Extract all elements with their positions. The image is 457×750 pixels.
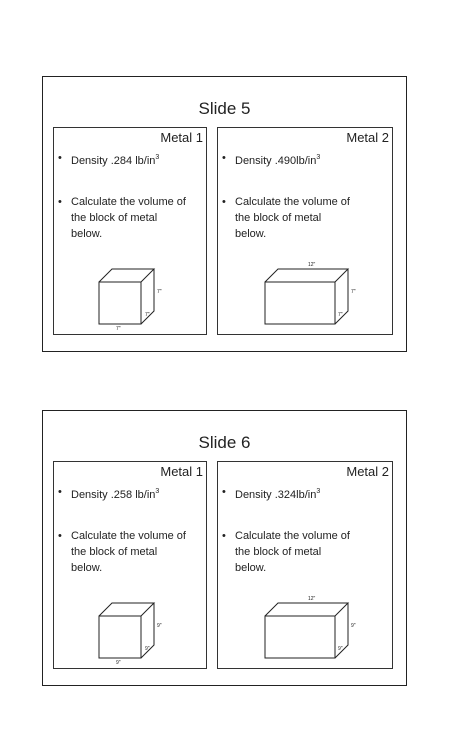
density-bullet [58,150,208,169]
cube-diagram [98,268,168,332]
density-bullet [222,150,372,169]
slide-5 [42,76,407,352]
density-label: Density [235,155,272,167]
bullet-icon: • [58,152,62,164]
panel-metal-1 [53,127,207,335]
depth-label: 7" [338,312,343,318]
depth-label: 9" [338,646,343,652]
calculate-bullet [58,528,188,576]
density-exponent: 3 [316,488,321,495]
calculate-text: Calculate the volume of the block of metal below. [235,196,350,240]
bullet-icon: • [222,486,226,498]
density-bullet [222,484,372,503]
density-exponent: 3 [155,488,160,495]
bullet-icon: • [222,152,226,164]
slide-6 [42,410,407,686]
metal-name: Metal 1 [160,464,203,479]
panel-metal-1 [53,461,207,669]
width-label: 7" [116,326,121,332]
density-bullet [58,484,208,503]
bullet-icon: • [58,196,62,208]
density-exponent: 3 [316,154,321,161]
bullet-icon: • [58,486,62,498]
slide-title: Slide 5 [198,99,251,118]
cube-front-face [99,616,141,658]
calculate-text: Calculate the volume of the block of metal below. [71,196,186,240]
height-label: 7" [351,289,356,295]
metal-name: Metal 1 [160,130,203,145]
depth-label: 7" [145,312,150,318]
cube-diagram [98,602,168,666]
calculate-text: Calculate the volume of the block of metal below. [71,530,186,574]
block-front-face [265,616,335,658]
depth-label: 9" [145,646,150,652]
top-length-label: 12" [308,596,316,602]
bullet-icon: • [222,196,226,208]
bullet-icon: • [58,530,62,542]
calculate-bullet [58,194,188,242]
height-label: 9" [157,623,162,629]
slide-title: Slide 6 [198,433,251,452]
block-top-face [265,603,348,616]
panel-metal-2 [217,127,393,335]
height-label: 9" [351,623,356,629]
rectangular-block-diagram [264,260,364,330]
density-value: .490lb/in [274,155,317,167]
block-front-face [265,282,335,324]
density-label: Density [71,155,108,167]
density-value: .284 lb/in [110,155,156,167]
height-label: 7" [157,289,162,295]
bullet-icon: • [222,530,226,542]
density-value: .324lb/in [274,489,317,501]
density-exponent: 3 [155,154,160,161]
calculate-text: Calculate the volume of the block of metal below. [235,530,350,574]
density-value: .258 lb/in [110,489,156,501]
cube-top-face [99,269,154,282]
density-label: Density [235,489,272,501]
cube-top-face [99,603,154,616]
block-top-face [265,269,348,282]
calculate-bullet [222,528,352,576]
rectangular-block-diagram [264,594,364,664]
cube-front-face [99,282,141,324]
density-label: Density [71,489,108,501]
width-label: 9" [116,660,121,666]
metal-name: Metal 2 [346,130,389,145]
panel-metal-2 [217,461,393,669]
top-length-label: 12" [308,262,316,268]
calculate-bullet [222,194,352,242]
metal-name: Metal 2 [346,464,389,479]
